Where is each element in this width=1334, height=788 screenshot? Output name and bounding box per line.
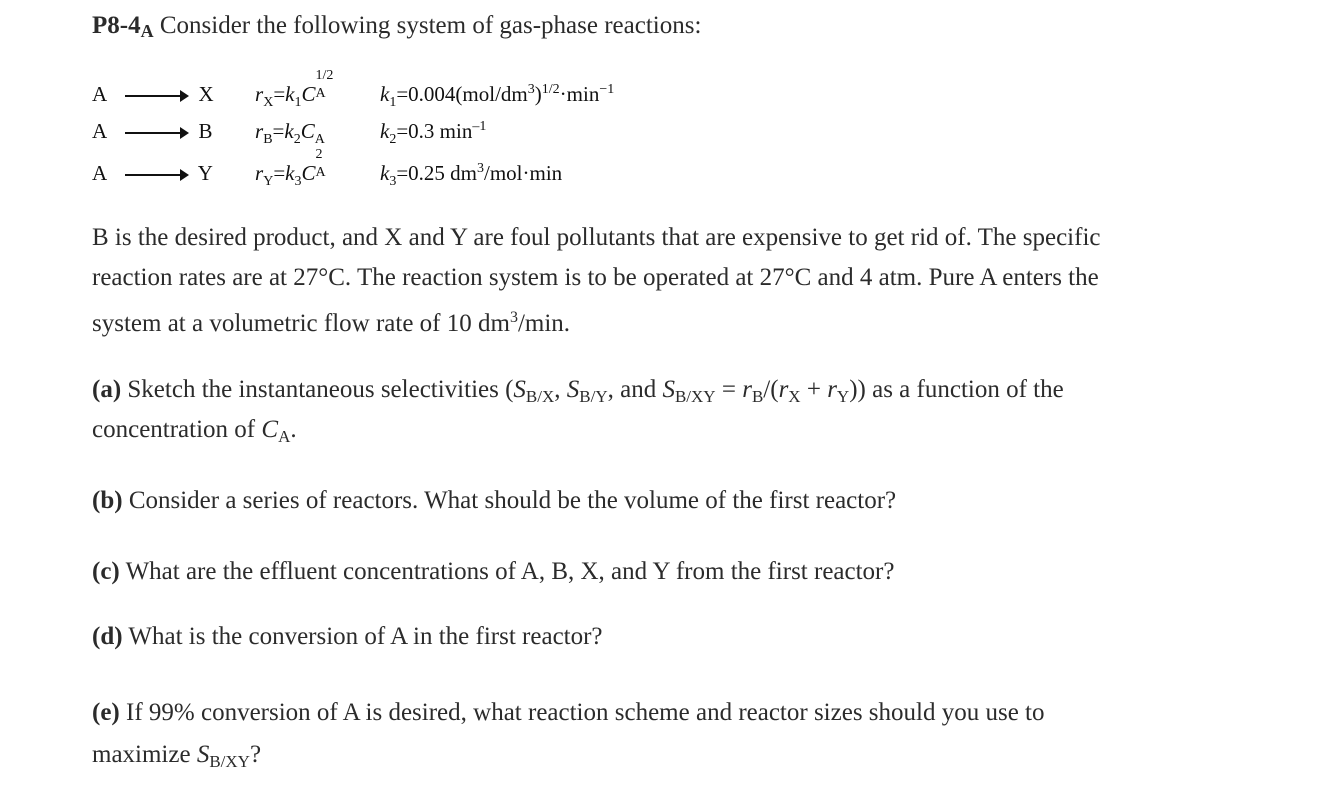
arrow-right-icon	[125, 132, 187, 134]
arrow-right-icon	[125, 95, 187, 97]
problem-title	[92, 10, 701, 47]
product: B	[198, 119, 213, 143]
problem-intro: Consider the following system of gas-phase reactions:	[159, 12, 702, 39]
description-line-1: B is the desired product, and X and Y are foul pollutants that are expensive to get rid of. The specific	[92, 224, 1101, 251]
description-line-2: reaction rates are at 27°C. The reaction system is to be operated at 27°C and 4 atm. Pure A enters the	[92, 264, 1099, 291]
question-d: (d) What is the conversion of A in the first reactor?	[92, 623, 603, 650]
question-label: (d)	[92, 623, 123, 650]
rate-law: $r_B=k_2C_A$	[255, 119, 325, 147]
question-label: (c)	[92, 558, 120, 585]
arrow-right-icon	[125, 174, 187, 176]
question-c: (c) What are the effluent concentrations of A, B, X, and Y from the first reactor?	[92, 558, 895, 585]
product: X	[198, 82, 214, 106]
question-label: (a)	[92, 376, 122, 403]
reactant: A	[92, 119, 107, 143]
reactant: A	[92, 82, 107, 106]
question-label: (b)	[92, 487, 123, 514]
question-e-line-2: maximize $S_{B/XY}$?	[92, 741, 262, 771]
question-e: (e) If 99% conversion of A is desired, what reaction scheme and reactor sizes should you use to	[92, 699, 1045, 726]
problem-id: $P8-4_A$	[92, 12, 154, 41]
question-label: (e)	[92, 699, 120, 726]
question-a: (a) Sketch the instantaneous selectivities ($S_{B/X}$, $S_{B/Y}$, and $S_{B/XY} = r_B/(r_X + r_Y)$) as a function of the	[92, 376, 1064, 406]
reaction-row	[92, 119, 213, 144]
rate-constant: $k_1=0.004(mol/dm^3)^{1/2}\cdot\min^{-1}$	[380, 82, 615, 110]
question-b: (b) Consider a series of reactors. What should be the volume of the first reactor?	[92, 487, 897, 514]
rate-constant: $k_2=0.3$ $\min^{-1}$	[380, 119, 487, 147]
rate-law: $r_Y=k_3C$ 2 A	[255, 147, 326, 189]
rate-law: $r_X=k_1C$ 1/2 A	[255, 68, 334, 110]
product: Y	[197, 161, 213, 185]
reaction-row	[92, 82, 214, 107]
rate-constant: $k_3=0.25$ $dm^3/mol\cdot\min$	[380, 161, 563, 189]
reaction-row	[92, 161, 213, 186]
description-line-3: system at a volumetric flow rate of 10 $dm^3/\min$.	[92, 309, 571, 337]
question-a-line-2: concentration of $C_A$.	[92, 416, 297, 446]
reactant: A	[92, 161, 107, 185]
